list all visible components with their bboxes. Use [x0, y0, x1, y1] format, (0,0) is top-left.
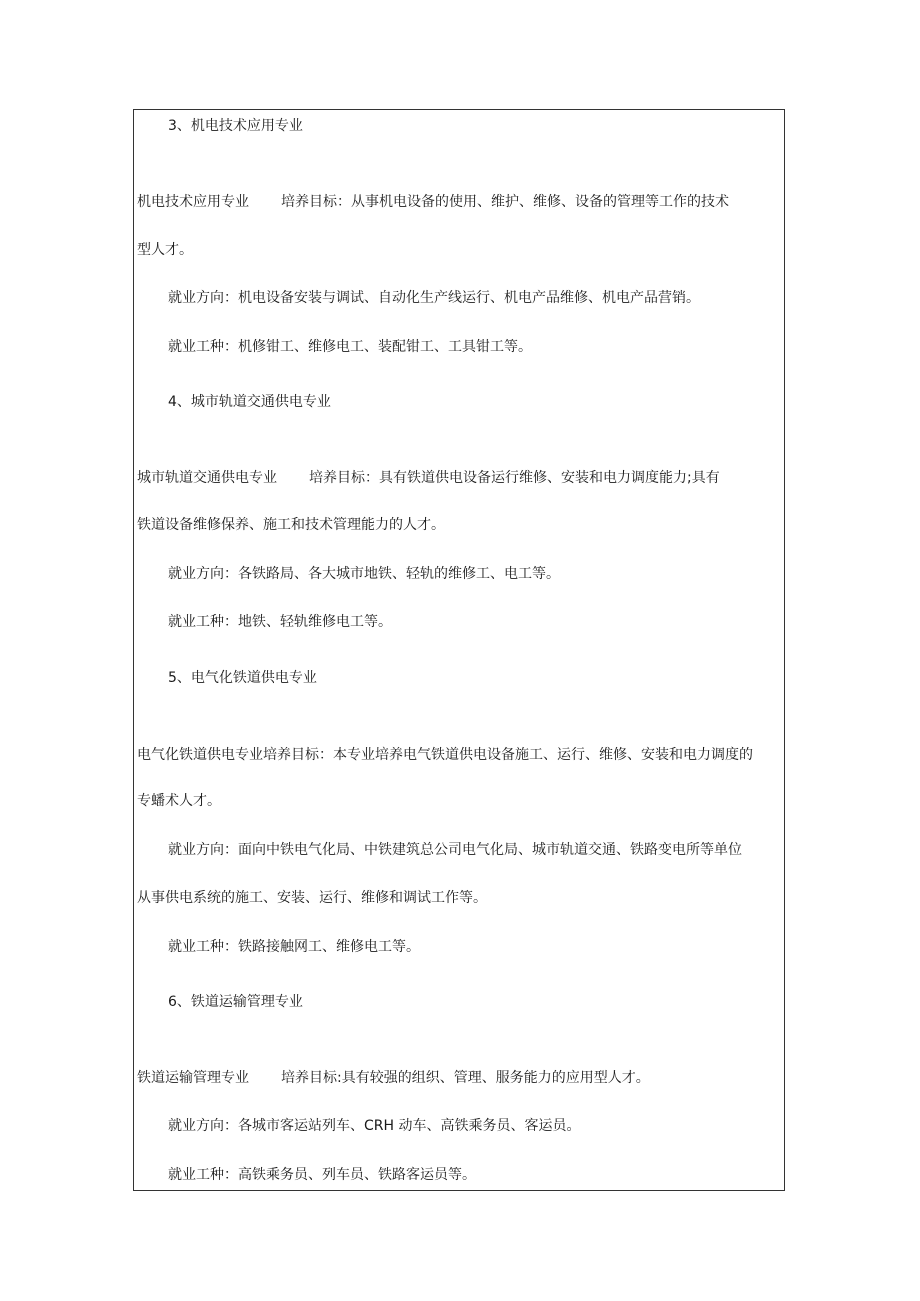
- employment-direction: 就业方向：各城市客运站列车、CRH 动车、高铁乘务员、客运员。: [168, 1118, 581, 1134]
- training-goal-continuation: 专蟠术人才。: [137, 793, 221, 809]
- section-heading: 5、电气化铁道供电专业: [168, 670, 317, 686]
- training-goal-continuation: 铁道设备维修保养、施工和技术管理能力的人才。: [137, 517, 445, 533]
- employment-direction-continuation: 从事供电系统的施工、安装、运行、维修和调试工作等。: [137, 890, 487, 906]
- training-goal-line: [137, 192, 783, 212]
- training-goal-line: [137, 1068, 783, 1088]
- content-frame: [133, 109, 785, 1191]
- job-types: 就业工种：机修钳工、维修电工、装配钳工、工具钳工等。: [168, 339, 532, 355]
- employment-direction: 就业方向：面向中铁电气化局、中铁建筑总公司电气化局、城市轨道交通、铁路变电所等单位: [168, 842, 742, 858]
- section-heading: 4、城市轨道交通供电专业: [168, 394, 331, 410]
- training-goal-continuation: 型人才。: [137, 242, 193, 258]
- goal-text: 培养目标:具有较强的组织、管理、服务能力的应用型人才。: [281, 1070, 650, 1086]
- goal-text: 培养目标：具有铁道供电设备运行维修、安装和电力调度能力;具有: [309, 470, 720, 486]
- section-heading: 3、机电技术应用专业: [168, 118, 303, 134]
- employment-direction: 就业方向：各铁路局、各大城市地铁、轻轨的维修工、电工等。: [168, 566, 560, 582]
- job-types: 就业工种：高铁乘务员、列车员、铁路客运员等。: [168, 1167, 476, 1183]
- job-types: 就业工种：铁路接触网工、维修电工等。: [168, 939, 420, 955]
- job-types: 就业工种：地铁、轻轨维修电工等。: [168, 614, 392, 630]
- major-name: 铁道运输管理专业: [137, 1070, 249, 1086]
- major-name: 机电技术应用专业: [137, 194, 249, 210]
- goal-text: 培养目标：从事机电设备的使用、维护、维修、设备的管理等工作的技术: [281, 194, 729, 210]
- section-heading: 6、铁道运输管理专业: [168, 994, 303, 1010]
- training-goal-line: 电气化铁道供电专业培养目标：本专业培养电气铁道供电设备施工、运行、维修、安装和电力调度的: [137, 747, 753, 763]
- training-goal-line: [137, 468, 783, 488]
- employment-direction: 就业方向：机电设备安装与调试、自动化生产线运行、机电产品维修、机电产品营销。: [168, 290, 700, 306]
- major-name: 城市轨道交通供电专业: [137, 470, 277, 486]
